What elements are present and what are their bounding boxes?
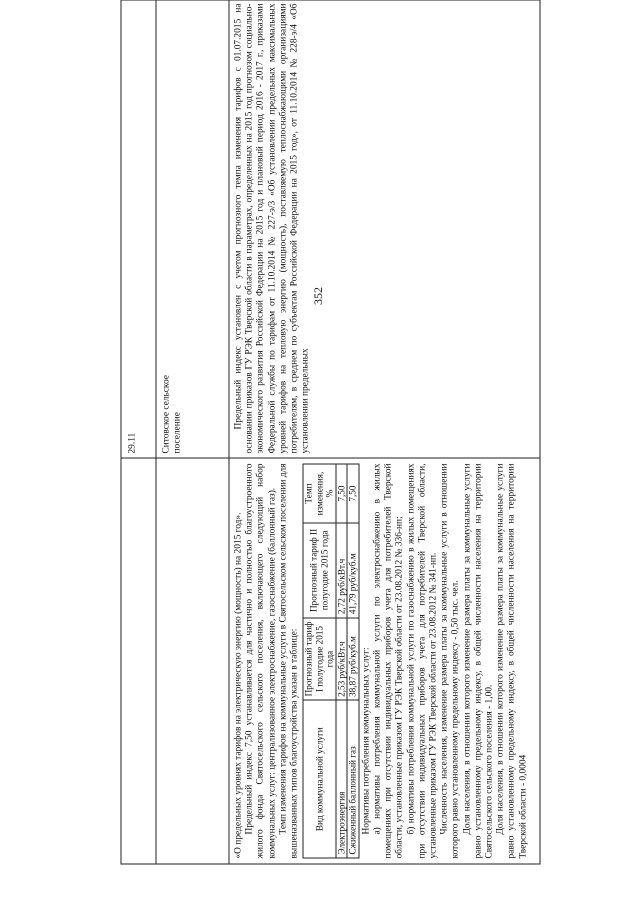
row-number: 29.11 (127, 432, 138, 454)
table-cell: 2,53 руб/кВт.ч (336, 618, 348, 701)
paragraph: «О предельных уровнях тарифов на электрическую энергию (мощность) на 2015 год». (233, 512, 244, 859)
paragraph: Предельный индекс установлен с учетом прогнозного темпа изменения тарифов с 01.07.2015 на основании приказов ГУ РЭК Тверской области в параметрах, определенных на 2015 год прогнозом социально-экономического развития Российской Федерации на 2015 год и плановый период 2016 - 2017 г., приказами Федеральной службы по тарифам от 11.10.2014 № 227-э/3 «Об установлении предельных максимальных уровней тарифов на тепловую энергию (мощность), поставляемую теплоснабжающими организациями потребителям, в среднем по субъектам Российской Федерации на 2015 год», от 11.10.2014 № 228-э/4 «Об установлении предельных (233, 3, 311, 454)
top-row-text (234, 464, 536, 859)
settlement-name: Ситовское сельское поселение (161, 375, 183, 454)
table-cell: 38,87 руб/куб.м (347, 618, 359, 701)
row-divider (122, 458, 540, 459)
paragraph: а) нормативы потребления коммунальной услуги по электроснабжению в жилых помещениях при отсутствии индивидуальных приборов учета для потребителей Тверской области, установленные приказом ГУ РЭК Тверской области от 23.08.2012 № 336-нп; (372, 463, 405, 859)
table-header-row (303, 464, 336, 858)
table-cell: 41,79 руб/куб.м (347, 523, 359, 618)
paragraph: Предельный индекс 7,50 устанавливается для частично и полностью благоустроенного жилого фонда Святосельского сельского поселения, включающего следующий набор коммунальных услуг: централизованное электроснабжение, газоснабжение (баллонный газ). (244, 463, 278, 859)
table-cell: Электроэнергия (336, 700, 348, 858)
bottom-row-text (234, 4, 536, 454)
table-cell: 7,50 (336, 464, 348, 523)
table-cell: 2,72 руб/кВт.ч (336, 523, 348, 618)
paragraph: Доля населения, в отношении которого изменение размера платы за коммунальные услуги равно установленному предельному индексу, в общей численности населения на территории Тверской области - 0,0004 (495, 463, 529, 859)
column-divider-settlement (229, 1, 230, 864)
table-cell: Сжиженный баллонный газ (347, 700, 359, 858)
table-header: Темп изменения, % (303, 464, 336, 523)
tariff-table (303, 464, 360, 859)
table-row (347, 464, 359, 858)
paragraph: б) нормативы потребления коммунальной услуги по газоснабжению в жилых помещениях при отсутствии индивидуальных приборов учета для потребителей Тверской области, установленные приказом ГУ РЭК Тверской области от 23.08.2012 № 341-нп. (406, 463, 439, 859)
table-header: Прогнозный тариф II полугодие 2015 года (303, 523, 336, 618)
column-divider-number (156, 1, 157, 864)
paragraph: Темп изменения тарифов на коммунальные услуги в Святосельском сельском поселении для вышеназванных типов благоустройства указан в таблице: (278, 463, 300, 859)
table-header: Вид коммунальной услуги (303, 700, 336, 858)
paragraph: Доля населения, в отношении которого изменение размера платы за коммунальные услуги равно установленному предельному индексу, в общей численности населения на территории Святосельского сельского поселения - 1,00. (462, 463, 495, 859)
document-table (121, 0, 541, 865)
table-header: Прогнозный тариф I полугодие 2015 года (303, 618, 336, 701)
table-row (336, 464, 348, 858)
paragraph: Численность населения, изменение размера платы за коммунальные услуги в отношении которого равно установленному предельному индексу - 0,50 тыс. чел. (439, 463, 461, 859)
table-cell: 7,50 (347, 464, 359, 523)
rotated-page (121, 0, 541, 865)
page-number: 352 (311, 287, 325, 305)
paragraph: Нормативы потребления коммунальных услуг: (361, 647, 372, 835)
